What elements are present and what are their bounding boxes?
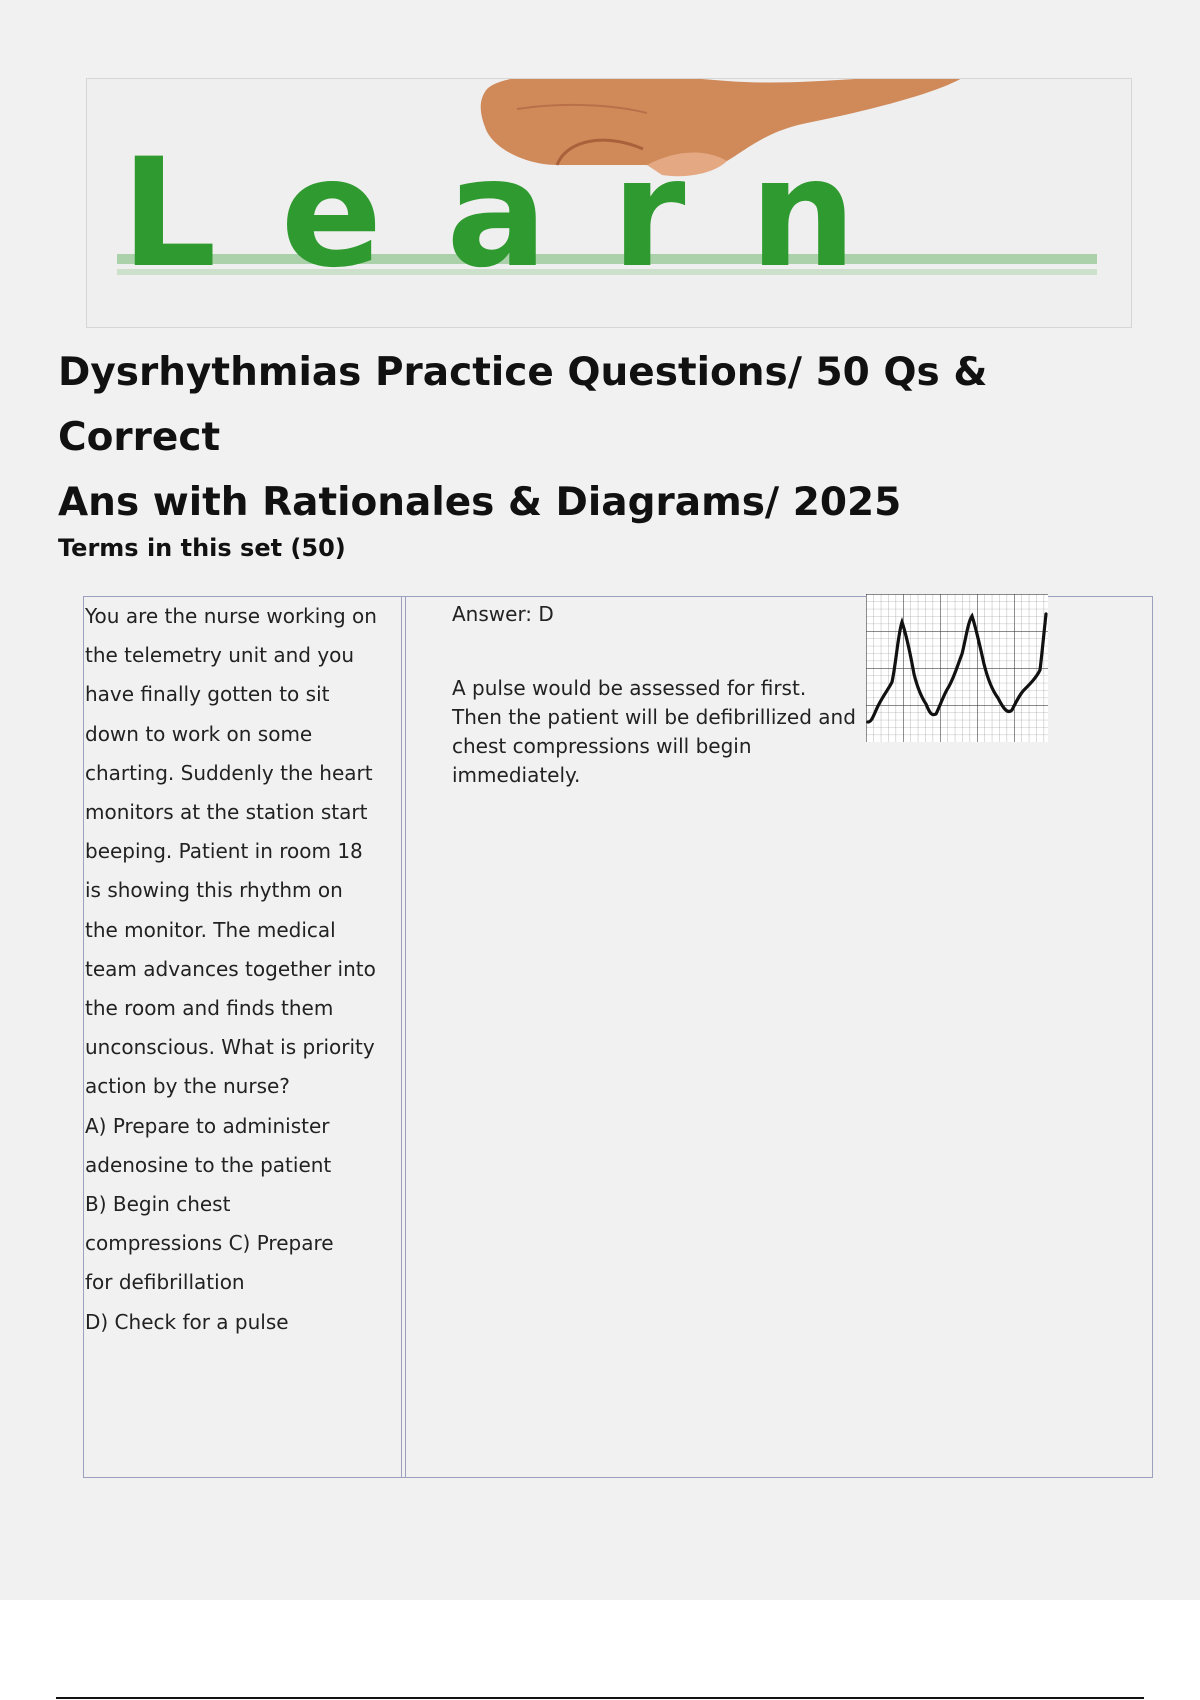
question-line: beeping. Patient in room 18 [85,839,363,864]
terms-heading: Terms in this set (50) [58,534,346,562]
option-d: D) Check for a pulse [85,1309,289,1334]
question-line: the monitor. The medical [85,917,336,942]
flashcard [83,596,1153,1478]
rationale-line: A pulse would be assessed for first. [452,676,807,700]
banner-word-learn: Learn [121,127,921,301]
question-line: charting. Suddenly the heart [85,760,373,785]
rationale-line: Then the patient will be defibrillized and [452,705,856,729]
option-c: compressions C) Prepare [85,1231,334,1256]
title-line-1: Dysrhythmias Practice Questions/ 50 Qs & Correct [58,350,988,460]
learn-banner-image [86,78,1132,328]
question-line: the telemetry unit and you [85,643,355,668]
question-line: adenosine to the patient [85,1152,332,1177]
page-title [58,340,1158,535]
question-line: have finally gotten to sit [85,682,330,707]
question-line: down to work on some [85,721,313,746]
rationale-line: chest compressions will begin [452,734,752,758]
ecg-rhythm-strip-image [866,594,1048,742]
question-line: You are the nurse working on [85,604,377,628]
question-line: is showing this rhythm on [85,878,343,903]
title-line-2: Ans with Rationales & Diagrams/ 2025 [58,480,902,525]
rationale-text [452,674,862,790]
question-line: monitors at the station start [85,800,368,825]
question-line: the room and finds them [85,996,334,1021]
question-line: unconscious. What is priority [85,1035,375,1060]
answer-block [452,599,862,790]
question-line: for defibrillation [85,1270,245,1295]
question-line: team advances together into [85,956,376,981]
answer-label: Answer: D [452,602,554,626]
question-line: action by the nurse? [85,1074,290,1099]
question-text [85,597,385,1342]
card-divider [401,597,406,1477]
option-a: A) Prepare to administer [85,1113,330,1138]
option-b: B) Begin chest [85,1192,231,1217]
rationale-line: immediately. [452,763,581,787]
footer-rule [56,1697,1144,1699]
